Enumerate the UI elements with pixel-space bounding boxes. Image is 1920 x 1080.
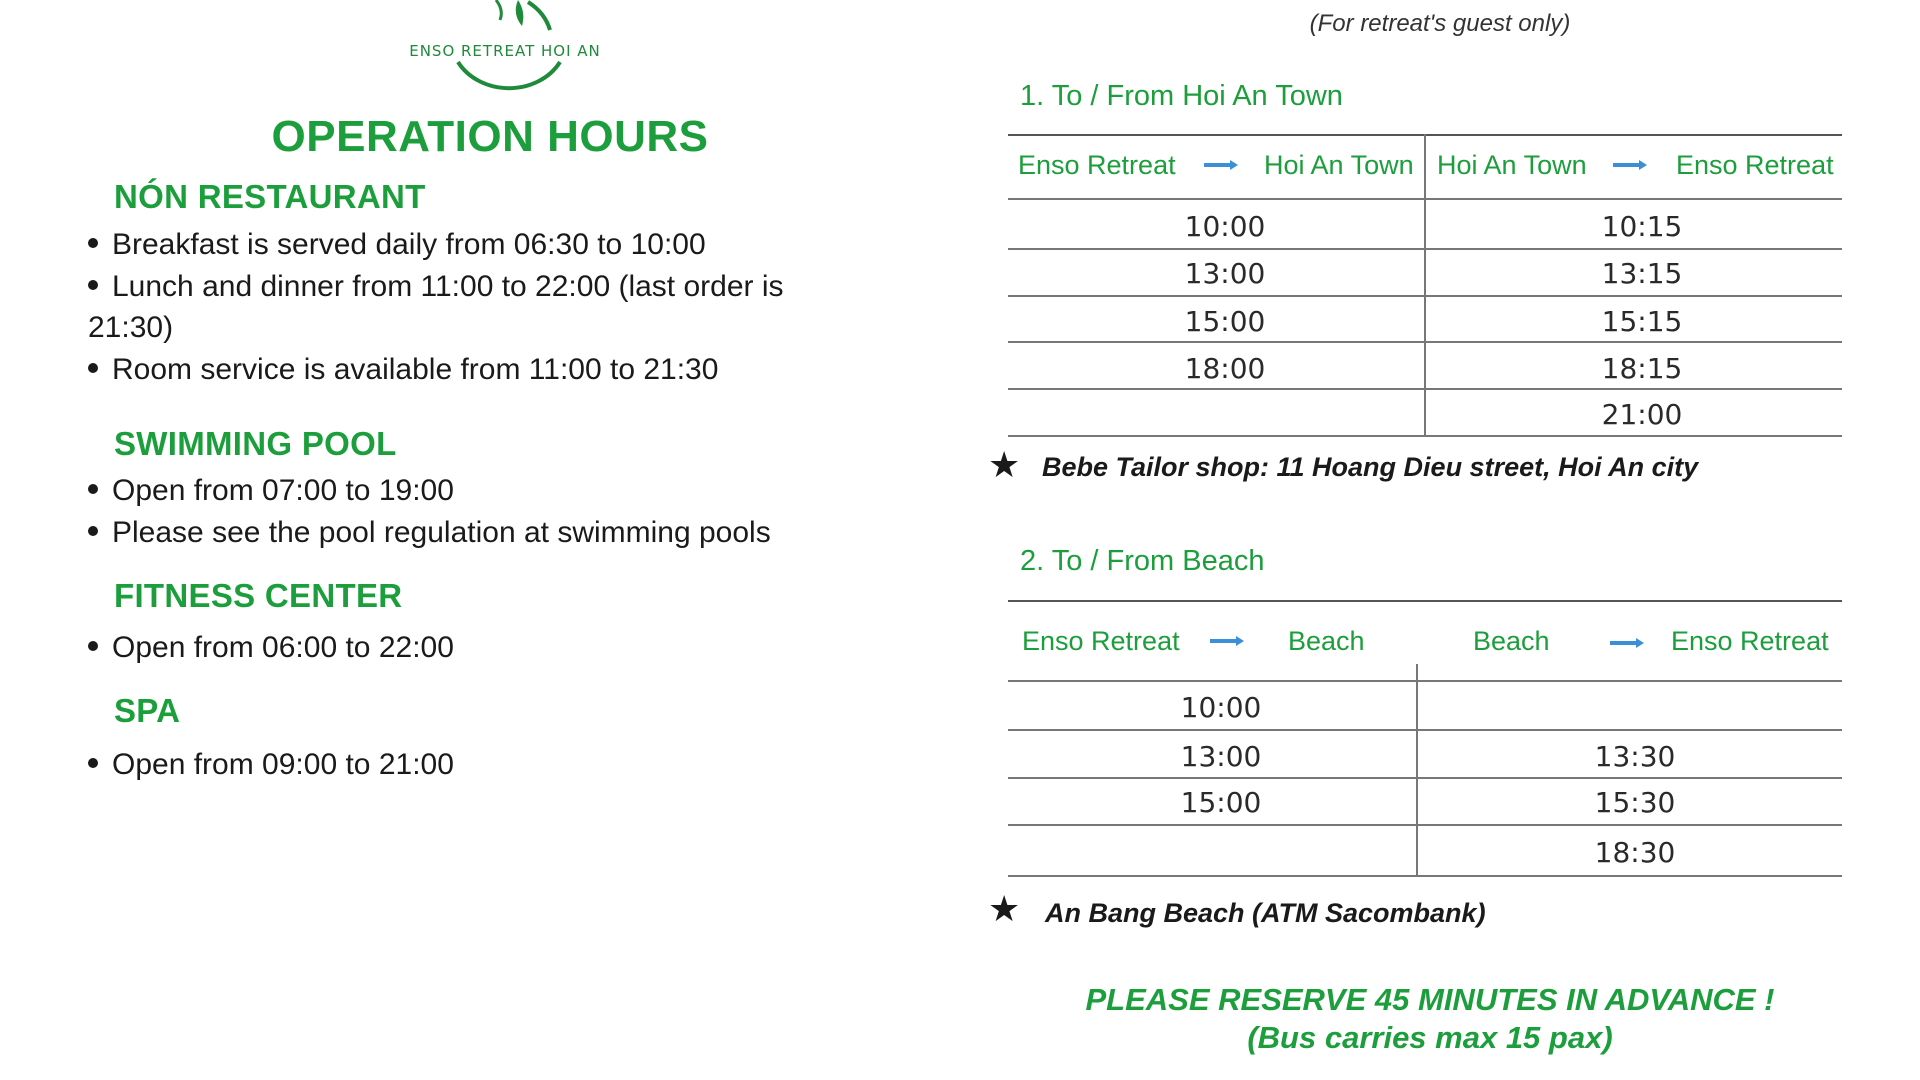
header-right-from: Beach	[1473, 626, 1550, 656]
table-cell-return: 21:00	[1601, 398, 1683, 431]
table-cell-departure: 13:00	[1180, 740, 1262, 773]
arrow-right-icon	[1204, 160, 1238, 170]
arrow-right-icon	[1613, 160, 1647, 170]
page-title: OPERATION HOURS	[271, 112, 709, 161]
table-cell-return: 13:15	[1601, 257, 1683, 290]
list-item: Open from 09:00 to 21:00	[88, 744, 454, 786]
table-row-divider	[1008, 388, 1842, 390]
bullet-icon	[88, 484, 98, 494]
bullet-icon	[88, 641, 98, 651]
header-right-to: Enso Retreat	[1671, 626, 1829, 656]
header-right-from: Hoi An Town	[1437, 150, 1587, 180]
logo-text: ENSO RETREAT HOI AN	[409, 42, 601, 60]
resort-logo	[400, 0, 610, 104]
star-icon: ★	[988, 444, 1021, 485]
table-cell-departure: 18:00	[1184, 352, 1266, 385]
bullet-icon	[88, 280, 98, 290]
list-item: Room service is available from 11:00 to 21:30	[88, 349, 718, 391]
section-title-spa: SPA	[114, 692, 181, 729]
table-row-divider	[1008, 295, 1842, 297]
table-cell-return: 15:15	[1601, 305, 1683, 338]
bus-capacity-notice: (Bus carries max 15 pax)	[1247, 1020, 1613, 1055]
header-right-to: Enso Retreat	[1676, 150, 1834, 180]
bullet-icon	[88, 758, 98, 768]
section-title-pool: SWIMMING POOL	[114, 425, 397, 462]
list-item: Open from 07:00 to 19:00	[88, 470, 454, 512]
table-row-divider	[1008, 729, 1842, 731]
list-item-continuation: 21:30)	[88, 311, 174, 344]
arrow-right-icon	[1210, 636, 1244, 646]
table-row-divider	[1008, 875, 1842, 877]
bullet-icon	[88, 363, 98, 373]
table-cell-departure: 10:00	[1180, 691, 1262, 724]
route-title-hoi-an: 1. To / From Hoi An Town	[1020, 80, 1343, 112]
section-title-restaurant: NÓN RESTAURANT	[114, 178, 426, 215]
route-title-beach: 2. To / From Beach	[1020, 545, 1265, 577]
beach-location-note: An Bang Beach (ATM Sacombank)	[1045, 898, 1486, 928]
table-row-divider	[1008, 341, 1842, 343]
list-item: Open from 06:00 to 22:00	[88, 627, 454, 669]
bullet-icon	[88, 526, 98, 536]
table-cell-departure: 10:00	[1184, 210, 1266, 243]
header-left-to: Hoi An Town	[1264, 150, 1414, 180]
table-cell-return: 15:30	[1594, 786, 1676, 819]
header-left-from: Enso Retreat	[1022, 626, 1180, 656]
list-item: Please see the pool regulation at swimming pools	[88, 512, 771, 554]
star-icon: ★	[988, 888, 1021, 929]
header-left-to: Beach	[1288, 626, 1365, 656]
table-cell-return: 10:15	[1601, 210, 1683, 243]
table-column-divider	[1424, 134, 1426, 436]
table-row-divider	[1008, 777, 1842, 779]
table-top-border	[1008, 600, 1842, 602]
table-row-divider	[1008, 435, 1842, 437]
table-row-divider	[1008, 824, 1842, 826]
table-row-divider	[1008, 248, 1842, 250]
table-cell-departure: 15:00	[1180, 786, 1262, 819]
table-cell-return: 18:15	[1601, 352, 1683, 385]
reserve-advance-notice: PLEASE RESERVE 45 MINUTES IN ADVANCE !	[1085, 982, 1775, 1017]
table-cell-return: 18:30	[1594, 836, 1676, 869]
section-title-fitness: FITNESS CENTER	[114, 577, 403, 614]
table-cell-departure: 13:00	[1184, 257, 1266, 290]
list-item: Lunch and dinner from 11:00 to 22:00 (last order is	[88, 266, 784, 308]
guest-only-note: (For retreat's guest only)	[1309, 10, 1571, 37]
table-row-divider	[1008, 680, 1842, 682]
bullet-icon	[88, 238, 98, 248]
table-cell-departure: 15:00	[1184, 305, 1266, 338]
header-left-from: Enso Retreat	[1018, 150, 1176, 180]
arrow-right-icon	[1610, 638, 1644, 648]
table-cell-return: 13:30	[1594, 740, 1676, 773]
pickup-location-note: Bebe Tailor shop: 11 Hoang Dieu street, Hoi An city	[1042, 452, 1699, 482]
table-column-divider	[1416, 664, 1418, 876]
list-item: Breakfast is served daily from 06:30 to 10:00	[88, 224, 706, 266]
table-row-divider	[1008, 198, 1842, 200]
